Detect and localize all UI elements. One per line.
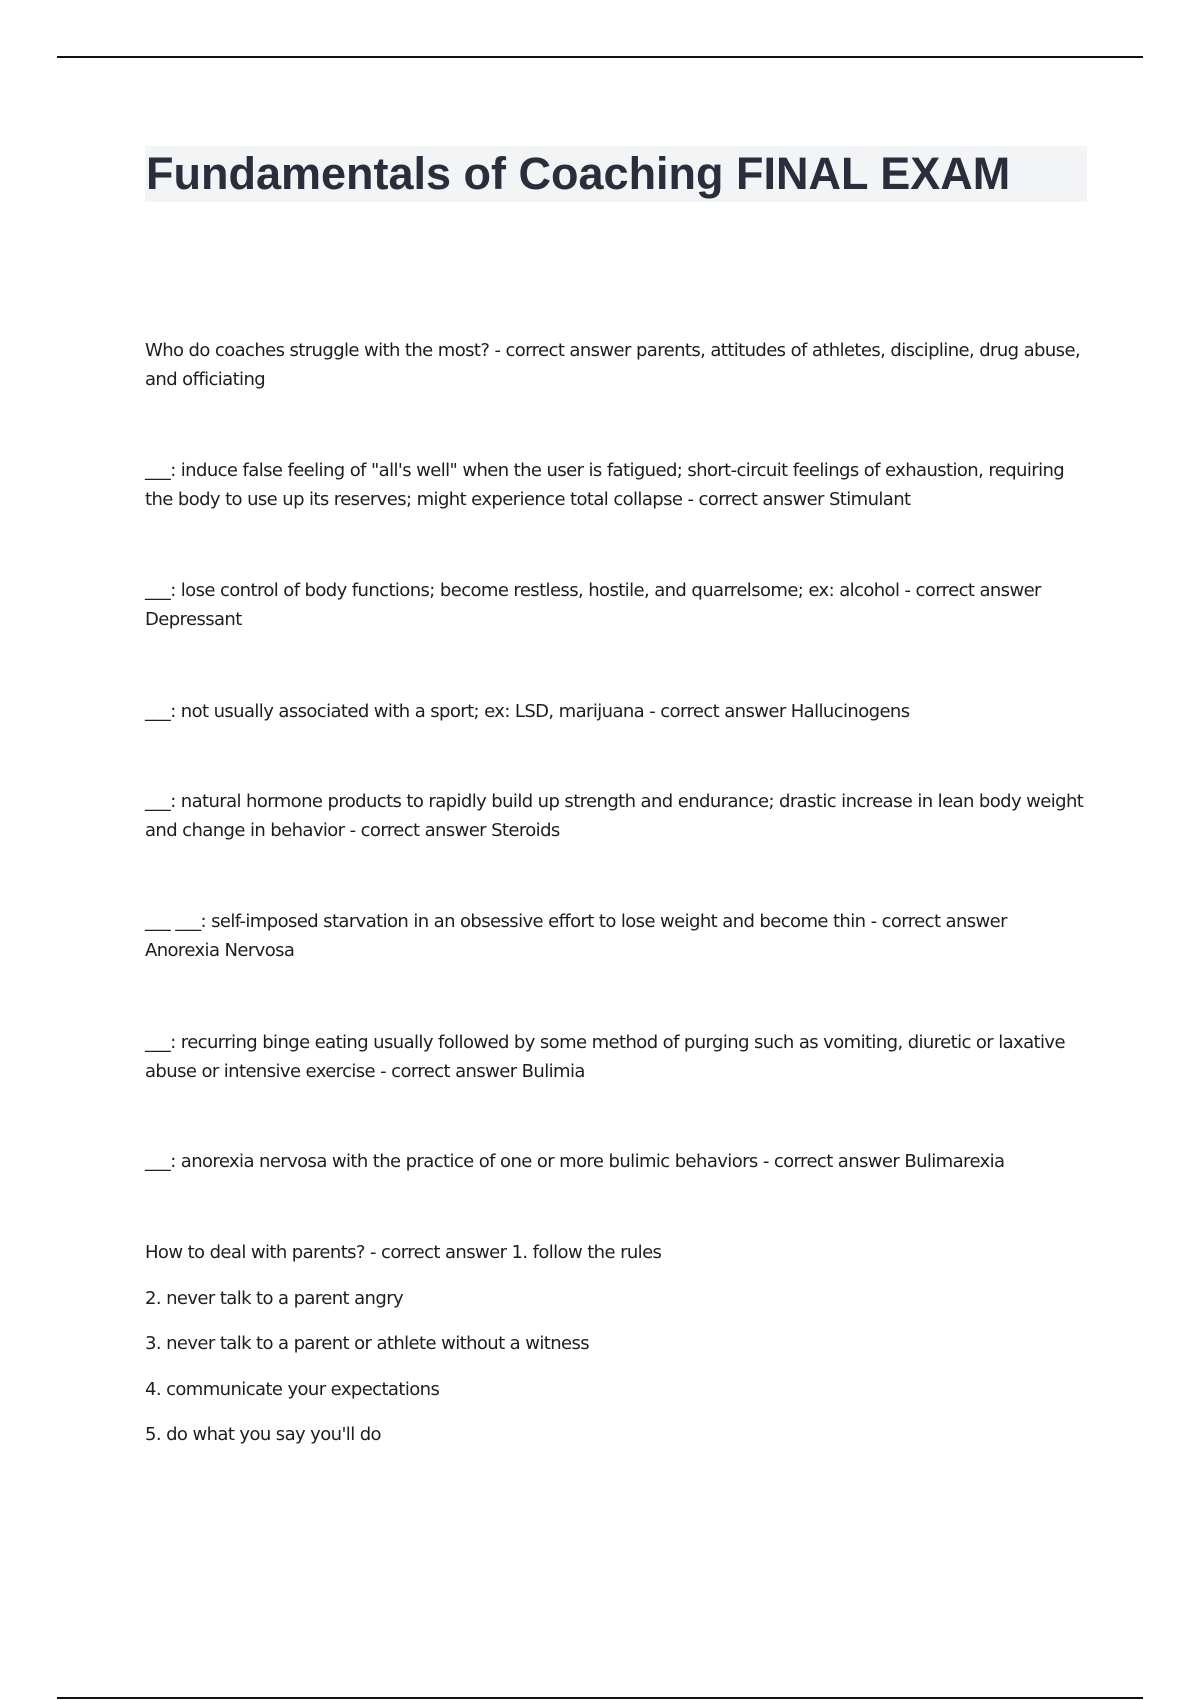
qa-item-6: ___ ___: self-imposed starvation in an obsessive effort to lose weight and become thin - correct answer Anorexia Nervosa (145, 911, 1007, 961)
qa-item-2: ___: induce false feeling of "all's well" when the user is fatigued; short-circuit feelings of exhaustion, requiring the body to use up its reserves; might experience total collapse - correct answer Stimulant (145, 460, 1065, 510)
qa-item-7: ___: recurring binge eating usually followed by some method of purging such as vomiting, diuretic or laxative abuse or intensive exercise - correct answer Bulimia (145, 1032, 1065, 1082)
list-item-5: 5. do what you say you'll do (145, 1424, 381, 1445)
page-title: Fundamentals of Coaching FINAL EXAM (146, 148, 1011, 199)
list-item-3: 3. never talk to a parent or athlete without a witness (145, 1333, 590, 1354)
qa-item-5: ___: natural hormone products to rapidly build up strength and endurance; drastic increase in lean body weight and change in behavior - correct answer Steroids (145, 791, 1084, 841)
qa-item-4: ___: not usually associated with a sport; ex: LSD, marijuana - correct answer Hallucinogens (145, 701, 910, 722)
qa-item-3: ___: lose control of body functions; become restless, hostile, and quarrelsome; ex: alcohol - correct answer Depressant (145, 580, 1041, 630)
qa-item-1: Who do coaches struggle with the most? - correct answer parents, attitudes of athletes, discipline, drug abuse, and officiating (145, 340, 1081, 390)
title-highlight (145, 146, 1087, 202)
qa-item-9: How to deal with parents? - correct answer 1. follow the rules (145, 1242, 662, 1263)
qa-item-8: ___: anorexia nervosa with the practice of one or more bulimic behaviors - correct answer Bulimarexia (145, 1151, 1005, 1172)
list-item-4: 4. communicate your expectations (145, 1379, 440, 1400)
list-item-2: 2. never talk to a parent angry (145, 1288, 404, 1309)
bottom-rule (57, 1697, 1143, 1699)
top-rule (57, 56, 1143, 58)
